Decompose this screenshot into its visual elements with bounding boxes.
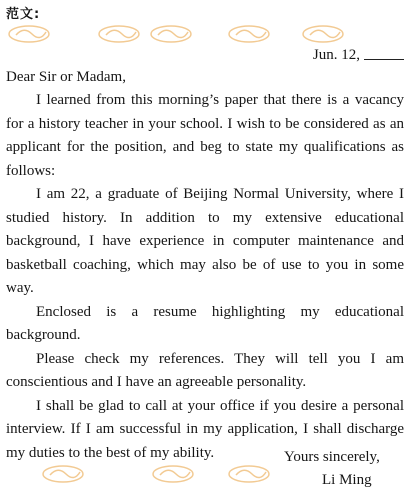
watermark-logo-icon <box>40 462 86 486</box>
letter-closing <box>284 446 380 492</box>
paragraph: Enclosed is a resume highlighting my educational background. <box>6 303 404 343</box>
watermark-logo-icon <box>150 462 196 486</box>
closing-phrase: Yours sincerely, <box>284 449 380 465</box>
salutation: Dear Sir or Madam, <box>6 69 126 85</box>
watermark-logo-icon <box>148 22 194 46</box>
paragraph: I learned from this morning’s paper that there is a vacancy for a history teacher in your school. I wish to be considered as an applicant for the position, and beg to state my qualifications as follows: <box>6 92 404 179</box>
signature: Li Ming <box>322 472 372 488</box>
paragraph: I am 22, a graduate of Beijing Normal University, where I studied history. In addition to my extensive educational background, I have experience in computer maintenance and basketball coaching, which may also be of use to you in some way. <box>6 186 404 296</box>
watermark-logo-icon <box>6 22 52 46</box>
paragraph: Please check my references. They will tell you I am conscientious and I have an agreeable personality. <box>6 350 404 390</box>
letter-date <box>313 47 404 64</box>
watermark-logo-icon <box>96 22 142 46</box>
watermark-logo-icon <box>300 22 346 46</box>
date-blank-line <box>364 59 404 60</box>
section-heading: 范文: <box>6 7 41 22</box>
letter-body <box>6 89 404 465</box>
watermark-logo-icon <box>226 462 272 486</box>
watermark-logo-icon <box>226 22 272 46</box>
paragraph: I shall be glad to call at your office if you desire a personal interview. If I am successful in my application, I shall discharge my duties to the best of my ability. <box>6 397 404 461</box>
date-text: Jun. 12, <box>312 47 360 63</box>
